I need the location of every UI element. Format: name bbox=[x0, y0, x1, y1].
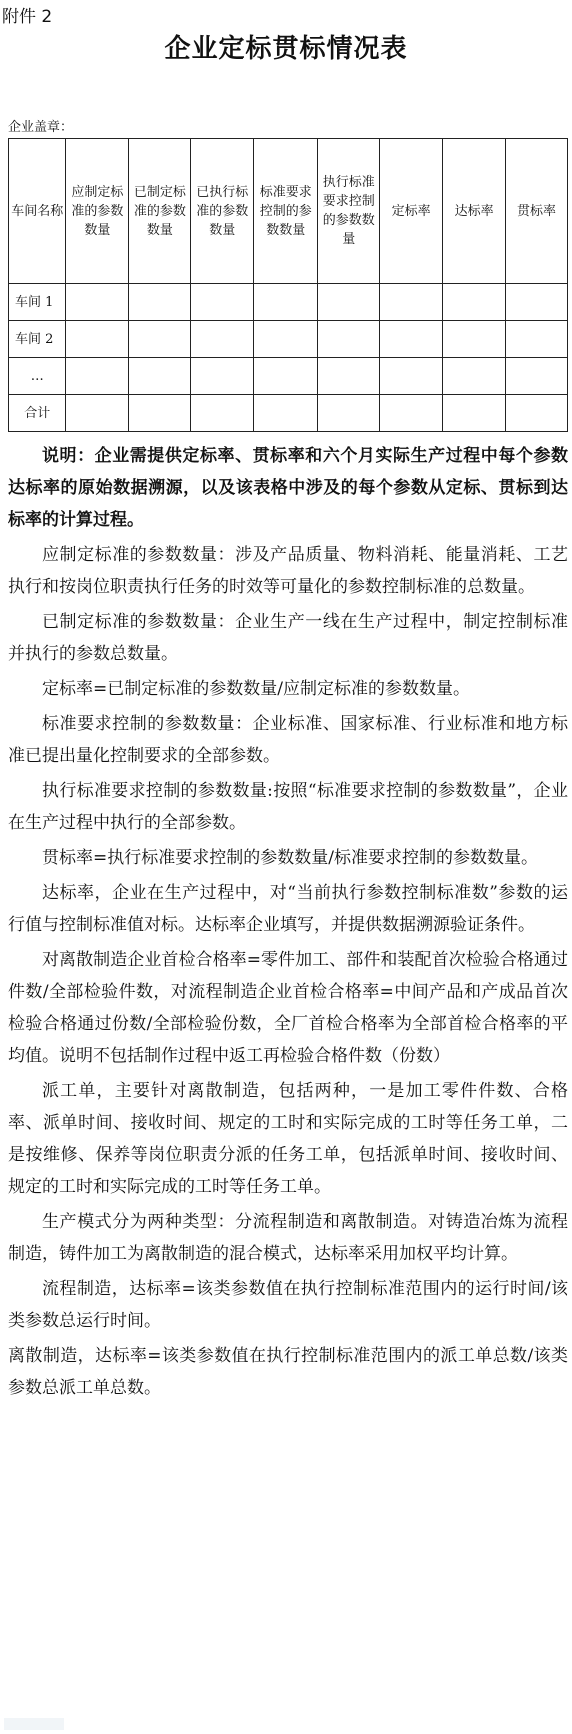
table-cell bbox=[191, 395, 254, 432]
header-implementation-rate: 贯标率 bbox=[506, 139, 568, 284]
attachment-label: 附件 2 bbox=[2, 7, 53, 27]
table-cell bbox=[66, 395, 129, 432]
table-cell bbox=[380, 284, 443, 321]
header-params-executed: 已执行标准的参数数量 bbox=[191, 139, 254, 284]
row-label: 车间 2 bbox=[9, 321, 66, 358]
table-cell bbox=[191, 284, 254, 321]
header-compliance-rate: 达标率 bbox=[443, 139, 506, 284]
note-summary: 说明：企业需提供定标率、贯标率和六个月实际生产过程中每个参数达标率的原始数据溯源，以及该表格中涉及的每个参数从定标、贯标到达标率的计算过程。 bbox=[8, 446, 568, 530]
table-cell bbox=[66, 321, 129, 358]
table-row bbox=[9, 358, 568, 395]
table-cell bbox=[254, 395, 318, 432]
note-paragraph: 生产模式分为两种类型：分流程制造和离散制造。对铸造冶炼为流程制造，铸件加工为离散制造的混合模式，达标率采用加权平均计算。 bbox=[8, 1212, 568, 1264]
table-cell bbox=[506, 358, 568, 395]
table-cell bbox=[254, 358, 318, 395]
note-paragraph: 标准要求控制的参数数量：企业标准、国家标准、行业标准和地方标准已提出量化控制要求的全部参数。 bbox=[8, 714, 568, 766]
note-paragraph: 离散制造，达标率=该类参数值在执行控制标准范围内的派工单总数/该类参数总派工单总数。 bbox=[8, 1346, 568, 1398]
notes-section bbox=[8, 440, 568, 1407]
table-cell bbox=[318, 395, 380, 432]
table-row bbox=[9, 395, 568, 432]
table-cell bbox=[66, 284, 129, 321]
table-cell bbox=[191, 358, 254, 395]
table-cell bbox=[380, 321, 443, 358]
table-cell bbox=[191, 321, 254, 358]
header-workshop-name: 车间名称 bbox=[9, 139, 66, 284]
table-cell bbox=[129, 358, 191, 395]
table-cell bbox=[318, 284, 380, 321]
table-cell bbox=[318, 358, 380, 395]
table-cell bbox=[254, 284, 318, 321]
table-cell bbox=[443, 321, 506, 358]
note-paragraph: 派工单，主要针对离散制造，包括两种，一是加工零件件数、合格率、派单时间、接收时间、规定的工时和实际完成的工时等任务工单，二是按维修、保养等岗位职责分派的任务工单，包括派单时间、接收时间、规定的工时和实际完成的工时等任务工单。 bbox=[8, 1081, 568, 1197]
table-header-row bbox=[9, 139, 568, 284]
note-paragraph: 贯标率=执行标准要求控制的参数数量/标准要求控制的参数数量。 bbox=[42, 848, 538, 868]
table-cell bbox=[129, 395, 191, 432]
note-paragraph: 对离散制造企业首检合格率=零件加工、部件和装配首次检验合格通过件数/全部检验件数，对流程制造企业首检合格率=中间产品和产成品首次检验合格通过份数/全部检验份数，全厂首检合格率为全部首检合格率的平均值。说明不包括制作过程中返工再检验合格件数（份数） bbox=[8, 950, 568, 1066]
table-cell bbox=[506, 284, 568, 321]
table-cell bbox=[506, 395, 568, 432]
table-cell bbox=[129, 321, 191, 358]
row-label: 合计 bbox=[9, 395, 66, 432]
header-definition-rate: 定标率 bbox=[380, 139, 443, 284]
note-paragraph: 已制定标准的参数数量：企业生产一线在生产过程中，制定控制标准并执行的参数总数量。 bbox=[8, 612, 568, 664]
status-table bbox=[8, 138, 568, 432]
table-cell bbox=[254, 321, 318, 358]
header-params-required: 标准要求控制的参数数量 bbox=[254, 139, 318, 284]
seal-label: 企业盖章： bbox=[8, 120, 74, 135]
note-paragraph: 定标率=已制定标准的参数数量/应制定标准的参数数量。 bbox=[42, 679, 470, 699]
row-label: … bbox=[9, 358, 66, 395]
table-row bbox=[9, 284, 568, 321]
table-cell bbox=[443, 284, 506, 321]
note-paragraph: 应制定标准的参数数量：涉及产品质量、物料消耗、能量消耗、工艺执行和按岗位职责执行任务的时效等可量化的参数控制标准的总数量。 bbox=[8, 545, 568, 597]
table-cell bbox=[443, 358, 506, 395]
table-cell bbox=[506, 321, 568, 358]
table-cell bbox=[318, 321, 380, 358]
watermark-mark bbox=[4, 1718, 64, 1730]
table-cell bbox=[443, 395, 506, 432]
table-cell bbox=[380, 395, 443, 432]
header-params-to-define: 应制定标准的参数数量 bbox=[66, 139, 129, 284]
header-params-required-executed: 执行标准要求控制的参数数量 bbox=[318, 139, 380, 284]
note-paragraph: 达标率，企业在生产过程中，对“当前执行参数控制标准数”参数的运行值与控制标准值对标。达标率企业填写，并提供数据溯源验证条件。 bbox=[8, 883, 568, 935]
row-label: 车间 1 bbox=[9, 284, 66, 321]
table-cell bbox=[66, 358, 129, 395]
table-cell bbox=[380, 358, 443, 395]
table-cell bbox=[129, 284, 191, 321]
note-paragraph: 流程制造，达标率=该类参数值在执行控制标准范围内的运行时间/该类参数总运行时间。 bbox=[8, 1279, 568, 1331]
page-title: 企业定标贯标情况表 bbox=[164, 34, 408, 64]
table-row bbox=[9, 321, 568, 358]
header-params-defined: 已制定标准的参数数量 bbox=[129, 139, 191, 284]
note-paragraph: 执行标准要求控制的参数数量:按照“标准要求控制的参数数量”，企业在生产过程中执行的全部参数。 bbox=[8, 781, 568, 833]
